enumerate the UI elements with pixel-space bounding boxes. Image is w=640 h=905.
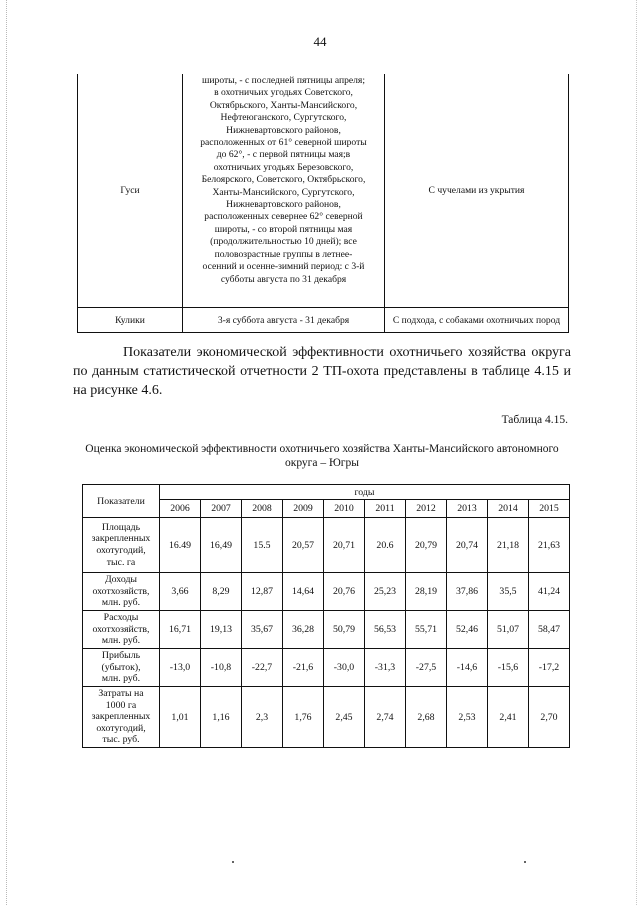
- value-cell: 16.49: [160, 518, 201, 573]
- value-cell: 2,45: [324, 687, 365, 748]
- value-cell: -13,0: [160, 649, 201, 687]
- value-cell: 2,41: [488, 687, 529, 748]
- year-cell: 2014: [488, 500, 529, 518]
- value-cell: 3,66: [160, 573, 201, 611]
- value-cell: -17,2: [529, 649, 570, 687]
- species-cell: Гуси: [78, 74, 183, 308]
- value-cell: -27,5: [406, 649, 447, 687]
- table-row-profit: [83, 649, 570, 687]
- period-line: расположенных севернее 62° северной: [204, 211, 363, 223]
- value-cell: 55,71: [406, 611, 447, 649]
- value-cell: 8,29: [201, 573, 242, 611]
- economic-efficiency-table: [82, 484, 570, 748]
- year-cell: 2009: [283, 500, 324, 518]
- econ-header-row: [83, 485, 570, 500]
- value-cell: 15.5: [242, 518, 283, 573]
- period-line: Октябрьского, Ханты-Мансийского,: [209, 99, 358, 111]
- period-cell: [183, 74, 385, 308]
- value-cell: 14,64: [283, 573, 324, 611]
- indicator-cell: [83, 573, 160, 611]
- period-line: Нефтеюганского, Сургутского,: [220, 112, 347, 124]
- value-cell: -15,6: [488, 649, 529, 687]
- value-cell: 20,57: [283, 518, 324, 573]
- indicator-cell: [83, 649, 160, 687]
- value-cell: 41,24: [529, 573, 570, 611]
- method-cell: С чучелами из укрытия: [385, 74, 569, 308]
- hunting-row-geese: [78, 74, 569, 308]
- indicator-line: охотугодий,: [96, 722, 146, 734]
- value-cell: 20,74: [447, 518, 488, 573]
- years-header: годы: [160, 485, 570, 500]
- value-cell: 2,53: [447, 687, 488, 748]
- table-row-income: [83, 573, 570, 611]
- value-cell: 56,53: [365, 611, 406, 649]
- value-cell: 36,28: [283, 611, 324, 649]
- period-line: Белоярского, Советского, Октябрьского,: [201, 174, 366, 186]
- indicator-line: млн. руб.: [101, 673, 141, 685]
- table-row-costs-per-1000ha: [83, 687, 570, 748]
- body-paragraph: [73, 343, 571, 400]
- value-cell: 58,47: [529, 611, 570, 649]
- value-cell: 20,71: [324, 518, 365, 573]
- indicator-line: Расходы: [103, 612, 139, 624]
- value-cell: 50,79: [324, 611, 365, 649]
- species-cell: Кулики: [78, 308, 183, 333]
- year-cell: 2010: [324, 500, 365, 518]
- table-row-expenses: [83, 611, 570, 649]
- indicator-header: Показатели: [83, 485, 160, 518]
- year-cell: 2013: [447, 500, 488, 518]
- period-line: в охотничьих угодьях Советского,: [214, 87, 353, 99]
- paragraph-text: Показатели экономической эффективности охотничьего хозяйства округа по данным статистической отчетности 2 ТП-охота представлены в таблице 4.15 и на рисунке 4.6.: [73, 345, 571, 398]
- value-cell: 35,67: [242, 611, 283, 649]
- value-cell: -14,6: [447, 649, 488, 687]
- indicator-line: Прибыль: [101, 650, 141, 662]
- indicator-line: Затраты на: [98, 688, 144, 700]
- indicator-line: тыс. га: [106, 556, 136, 568]
- value-cell: 2,74: [365, 687, 406, 748]
- value-cell: 1,01: [160, 687, 201, 748]
- indicator-line: (убыток),: [101, 661, 141, 673]
- value-cell: -31,3: [365, 649, 406, 687]
- indicator-cell: [83, 518, 160, 573]
- period-line: осенний и осенне-зимний период: с 3-й: [202, 261, 365, 273]
- indicator-line: охотугодий,: [96, 545, 146, 556]
- value-cell: 19,13: [201, 611, 242, 649]
- value-cell: 16,71: [160, 611, 201, 649]
- value-cell: 28,19: [406, 573, 447, 611]
- page-number: 44: [313, 34, 327, 49]
- value-cell: 37,86: [447, 573, 488, 611]
- year-cell: 2015: [529, 500, 570, 518]
- value-cell: 51,07: [488, 611, 529, 649]
- period-line: расположенных от 61° северной широты: [200, 137, 367, 149]
- value-cell: 35,5: [488, 573, 529, 611]
- value-cell: 12,87: [242, 573, 283, 611]
- value-cell: 2,70: [529, 687, 570, 748]
- value-cell: 1,16: [201, 687, 242, 748]
- period-line: Нижневартовского районов,: [226, 124, 341, 136]
- table-title: Оценка экономической эффективности охотничьего хозяйства Ханты-Мансийского автономного округа – Югры: [85, 443, 559, 469]
- value-cell: 52,46: [447, 611, 488, 649]
- scan-edge-right: [636, 0, 637, 905]
- indicator-line: охотхозяйств,: [92, 623, 150, 635]
- value-cell: 21,63: [529, 518, 570, 573]
- year-cell: 2012: [406, 500, 447, 518]
- hunting-row-waders: [78, 308, 569, 333]
- period-line: Нижневартовского районов,: [226, 199, 341, 211]
- period-line: половозрастные группы в летнее-: [214, 248, 353, 260]
- indicator-line: Доходы: [104, 574, 138, 586]
- period-line: широты, - со второй пятницы мая: [214, 223, 353, 235]
- year-cell: 2008: [242, 500, 283, 518]
- value-cell: 20.6: [365, 518, 406, 573]
- indicator-cell: [83, 687, 160, 748]
- indicator-line: закрепленных: [91, 711, 151, 723]
- scan-edge-left: [6, 0, 7, 905]
- year-cell: 2006: [160, 500, 201, 518]
- scan-speck: [524, 861, 526, 863]
- indicator-line: млн. руб.: [101, 597, 141, 609]
- indicator-line: 1000 га: [105, 699, 137, 711]
- indicator-line: Площадь: [101, 521, 141, 533]
- indicator-line: закрепленных: [91, 533, 151, 545]
- table-label: Таблица 4.15.: [501, 414, 568, 426]
- value-cell: 2,3: [242, 687, 283, 748]
- year-cell: 2011: [365, 500, 406, 518]
- value-cell: 20,76: [324, 573, 365, 611]
- scan-speck: [232, 861, 234, 863]
- period-line: широты, - с последней пятницы апреля;: [202, 75, 365, 86]
- value-cell: -22,7: [242, 649, 283, 687]
- value-cell: 16,49: [201, 518, 242, 573]
- value-cell: 25,23: [365, 573, 406, 611]
- period-line: до 62°, - с первой пятницы мая;в: [216, 149, 351, 161]
- value-cell: -10,8: [201, 649, 242, 687]
- year-cell: 2007: [201, 500, 242, 518]
- period-line: Ханты-Мансийского, Сургутского,: [212, 186, 355, 198]
- value-cell: 2,68: [406, 687, 447, 748]
- period-line: субботы августа по 31 декабря: [220, 273, 347, 285]
- indicator-cell: [83, 611, 160, 649]
- value-cell: -30,0: [324, 649, 365, 687]
- value-cell: 21,18: [488, 518, 529, 573]
- value-cell: 20,79: [406, 518, 447, 573]
- indicator-line: охотхозяйств,: [92, 585, 150, 597]
- indicator-line: тыс. руб.: [102, 734, 140, 746]
- value-cell: 1,76: [283, 687, 324, 748]
- indicator-line: млн. руб.: [101, 635, 141, 647]
- period-line: охотничьих угодьях Березовского,: [213, 161, 354, 173]
- value-cell: -21,6: [283, 649, 324, 687]
- period-cell: 3-я суббота августа - 31 декабря: [183, 308, 385, 333]
- period-line: (продолжительностью 10 дней); все: [210, 236, 357, 248]
- method-cell: С подхода, с собаками охотничьих пород: [385, 308, 569, 333]
- table-row-area: [83, 518, 570, 573]
- hunting-periods-table: [77, 74, 569, 333]
